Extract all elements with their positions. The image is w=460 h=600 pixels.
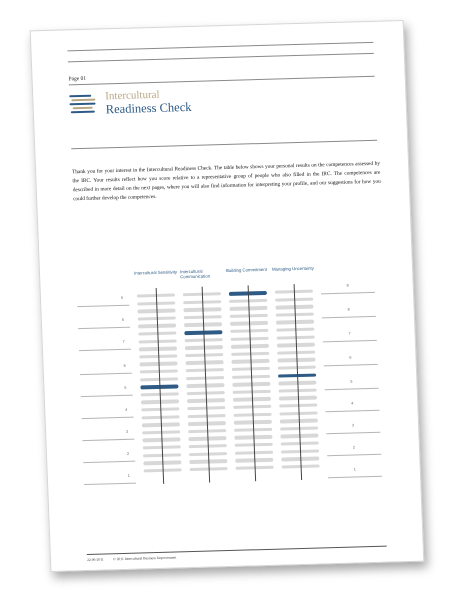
logo-title xyxy=(105,89,192,116)
right-guide-line xyxy=(325,388,379,391)
left-guide-line xyxy=(83,461,135,463)
right-guide-line xyxy=(322,316,376,319)
left-guide-line xyxy=(78,327,130,329)
competence-label: Building Commitment xyxy=(225,266,267,274)
left-guide-line xyxy=(82,417,134,419)
competence-label: Intercultural Sensitivity xyxy=(133,269,178,276)
right-tick-label: 8 xyxy=(347,307,350,312)
left-tick-label: 5 xyxy=(124,385,127,390)
intro-rule xyxy=(71,140,377,150)
document-page xyxy=(30,20,425,572)
right-guide-line xyxy=(325,410,379,413)
left-tick-label: 4 xyxy=(125,407,128,412)
right-guide-line xyxy=(327,454,381,457)
logo-line-2: Readiness Check xyxy=(105,99,192,117)
right-tick-label: 3 xyxy=(351,423,355,428)
left-guide-line xyxy=(81,395,133,397)
right-guide-line xyxy=(326,432,380,435)
right-tick-label: 8 xyxy=(346,283,349,288)
right-tick-label: 4 xyxy=(351,401,354,406)
footer-rule xyxy=(87,546,387,555)
top-rule xyxy=(68,53,374,63)
footer-date: 22-06-2011 xyxy=(86,557,104,562)
competence-label: Managing Uncertainty xyxy=(271,265,314,272)
results-chart xyxy=(76,260,385,508)
competence-label: Intercultural Communication xyxy=(179,268,211,280)
left-guide-line xyxy=(77,305,129,307)
left-guide-line xyxy=(82,439,134,441)
logo-line-1: Intercultural xyxy=(105,88,160,103)
page-number: Page 01 xyxy=(68,75,87,83)
intro-paragraph: Thank you for your interest in the Intercultural Readiness Check. The table below shows your personal results on the competences assessed by the IRC. Your results reflect how you score relative to a representative group of people who also filled in the IRC. The competences are described in more detail on the next pages, where you will also find information for interpreting your profile, and our suggestions for how you could further develop the competences. xyxy=(72,160,381,203)
right-tick-label: 5 xyxy=(350,379,353,384)
left-tick-label: 6 xyxy=(123,363,126,368)
right-tick-label: 2 xyxy=(352,445,356,450)
left-tick-label: 5 xyxy=(120,295,124,300)
left-tick-label: 2 xyxy=(126,451,130,456)
top-rule xyxy=(67,42,373,52)
stacked-bars-logo-icon xyxy=(69,94,98,117)
left-tick-label: 1 xyxy=(127,473,130,478)
left-tick-label: 5 xyxy=(121,317,124,322)
right-tick-label: 1 xyxy=(353,467,356,472)
right-tick-label: 7 xyxy=(348,331,351,336)
right-guide-line xyxy=(321,292,375,295)
right-guide-line xyxy=(324,364,378,367)
footer-copyright: © 2011 Intercultural Business Improvement xyxy=(112,555,177,562)
left-guide-line xyxy=(80,373,132,375)
left-guide-line xyxy=(79,349,131,351)
left-guide-line xyxy=(84,483,136,485)
right-tick-label: 6 xyxy=(349,355,352,360)
left-tick-label: 7 xyxy=(122,339,125,344)
right-guide-line xyxy=(328,476,382,479)
left-tick-label: 3 xyxy=(126,429,129,434)
header-rule xyxy=(69,76,375,86)
right-guide-line xyxy=(323,340,377,343)
